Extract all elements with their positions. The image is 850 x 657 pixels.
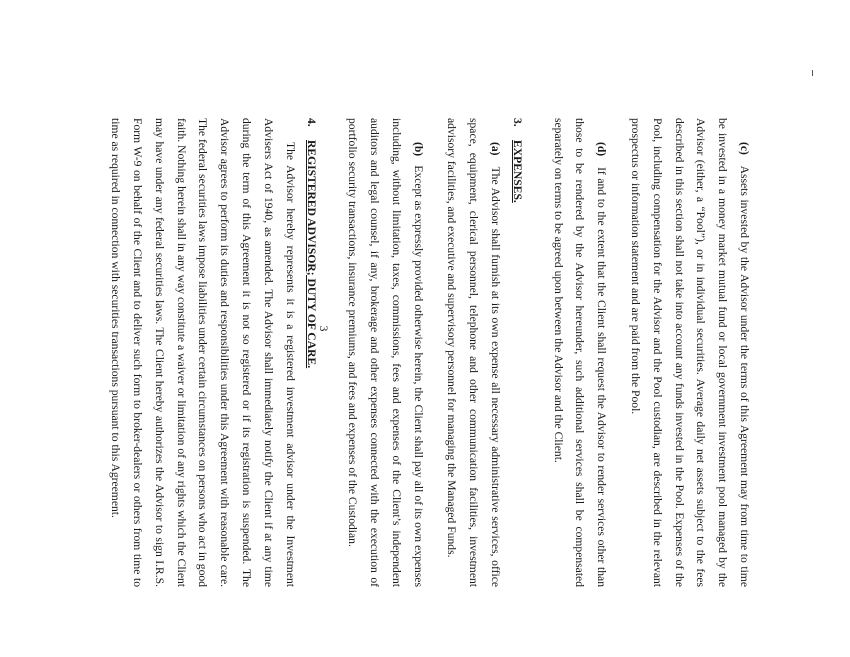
section-3-heading: [506, 118, 528, 587]
paragraph-label: (d): [595, 142, 609, 157]
paragraph-text: If and to the extent that the Client shall request the Advisor to render services other than those to be rendered by the Advisor hereunder, such additional services shall be compensated separately on terms to be agreed upon between the Advisor and the Client.: [551, 118, 609, 587]
section-title: REGISTERED ADVISOR; DUTY OF CARE.: [305, 140, 319, 369]
paragraph-text: Except as expressly provided otherwise herein, the Client shall pay all of its own expenses including, without limitation, taxes, commissions, fees and expenses of the Client’s independent auditors and legal counsel, if any, brokerage and other expenses connected with the execution of portfolio security transactions, insurance premiums, and fees and expenses of the Custodian.: [346, 118, 425, 587]
paragraph-label: (a): [489, 142, 503, 156]
paragraph-text: The Advisor shall furnish at its own expense all necessary administrative services, office space, equipment, clerical personnel, telephone and other communication facilities, investment advisory facilities, and executive and supervisory personnel for managing the Managed Funds.: [445, 118, 503, 587]
section-number: 3.: [510, 118, 524, 127]
paragraph-label: (c): [738, 142, 751, 155]
paragraph-2d: [547, 118, 612, 587]
section-number: 4.: [305, 118, 319, 127]
page-number: 3: [317, 325, 330, 332]
paragraph-label: (b): [411, 142, 425, 157]
paragraph-3b: [341, 118, 428, 587]
paragraph-text: Assets invested by the Advisor under the terms of this Agreement may from time to time be invested in a money market mutual fund or local government investment pool managed by the Advisor (either, a “Pool”), or in individual securities. Average daily net assets subject to the fees described in this section shall not take into account any funds invested in the Pool. Expenses of the Pool, including compensation for the Advisor and the Pool custodian, are described in the relevant prospectus or information statement and are paid from the Pool.: [629, 118, 751, 587]
section-title: EXPENSES.: [510, 140, 524, 203]
paragraph-2c: [624, 118, 755, 587]
paragraph-3a: [441, 118, 506, 587]
paragraph-4: The Advisor hereby represents it is a registered investment advisor under the Investment Advisers Act of 1940, as amended. The Advisor shall immediately notify the Client if at any time during the term of this Agreement it is not so registered or if its registration is suspended. The Advisor agrees to perform its duties and responsibilities under this Agreement with reasonable care. The federal securities laws impose liabilities under certain circumstances on persons who act in good faith. Nothing herein shall in any way constitute a waiver or limitation of any rights which the Client may have under any federal securities laws. The Client hereby authorizes the Advisor to sign I.R.S. Form W-9 on behalf of the Client and to deliver such form to broker-dealers or others from time to time as required in connection with securities transactions pursuant to this Agreement.: [109, 118, 297, 587]
